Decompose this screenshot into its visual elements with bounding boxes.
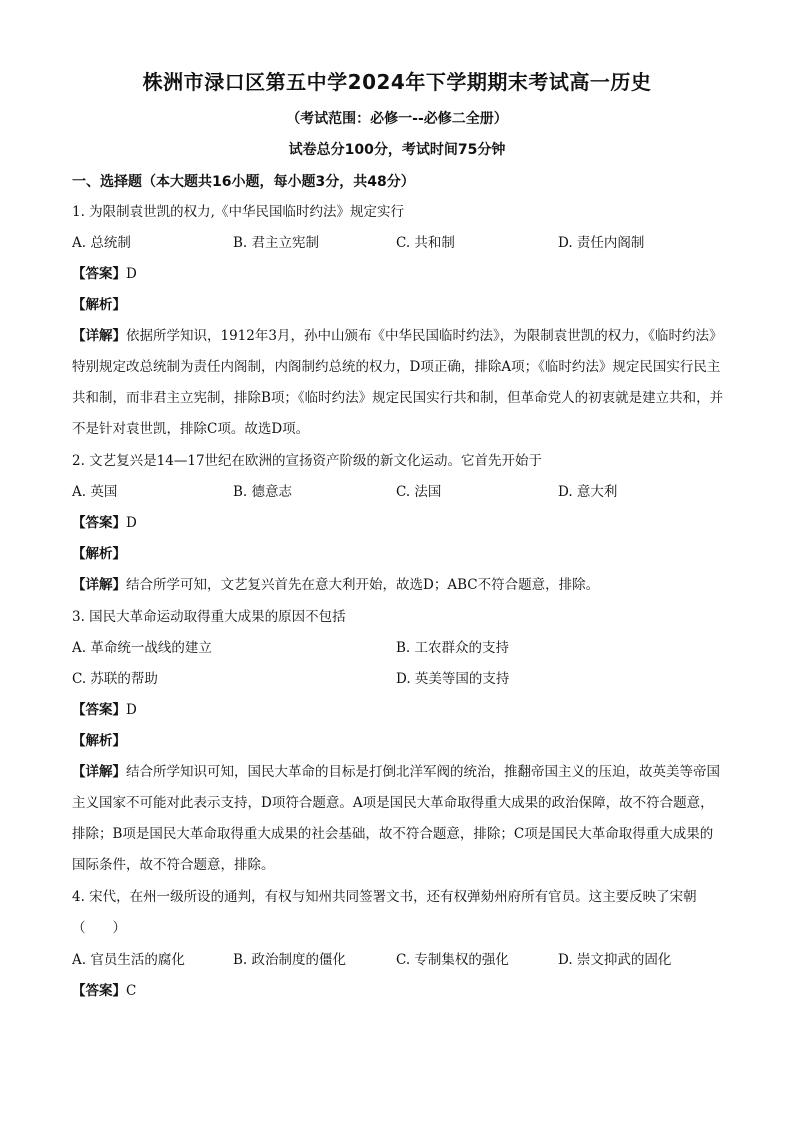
q4-option-b: B. 政治制度的僵化 [233, 952, 347, 968]
exam-title: 株洲市渌口区第五中学2024年下学期期末考试高一历史 [142, 70, 652, 94]
answer-label: 【答案】 [72, 983, 126, 999]
q3-analysis-label: 【解析】 [72, 733, 126, 749]
q4-option-c: C. 专制集权的强化 [396, 952, 509, 968]
q1-option-c: C. 共和制 [396, 235, 455, 251]
q3-detail [72, 757, 724, 881]
q2-option-d: D. 意大利 [558, 484, 618, 500]
q2-option-a: A. 英国 [72, 484, 118, 500]
detail-label: 【详解】 [72, 764, 126, 780]
question-4-stem: 4. 宋代，在州一级所设的通判，有权与知州共同签署文书，还有权弹劾州府所有官员。这主要反映了宋朝（ ） [72, 889, 697, 936]
q2-analysis-label: 【解析】 [72, 546, 126, 562]
q2-option-c: C. 法国 [396, 484, 442, 500]
question-3-stem: 3. 国民大革命运动取得重大成果的原因不包括 [72, 609, 346, 625]
q1-option-a: A. 总统制 [72, 235, 131, 251]
q1-analysis-label: 【解析】 [72, 297, 126, 313]
q1-answer-value: D [126, 266, 137, 282]
q1-option-d: D. 责任内阁制 [558, 235, 645, 251]
q3-answer [72, 700, 137, 720]
q2-answer-value: D [126, 515, 137, 531]
exam-info: 试卷总分100分，考试时间75分钟 [288, 142, 506, 158]
q1-detail-text: 依据所学知识，1912年3月，孙中山颁布《中华民国临时约法》，为限制袁世凯的权力，《临时约法》特别规定改总统制为责任内阁制，内阁制约总统的权力，D项正确，排除A项；《临时约法》规定民国实行民主共和制，而非君主立宪制，排除B项；《临时约法》规定民国实行共和制，但革命党人的初衷就是建立共和，并不是针对袁世凯，排除C项。故选D项。 [72, 328, 724, 437]
detail-label: 【详解】 [72, 577, 126, 593]
q1-detail [72, 321, 724, 445]
answer-label: 【答案】 [72, 266, 126, 282]
q2-detail-text: 结合所学可知，文艺复兴首先在意大利开始，故选D；ABC不符合题意，排除。 [126, 577, 600, 593]
q4-answer [72, 981, 136, 1001]
section-heading: 一、选择题（本大题共16小题，每小题3分，共48分） [72, 174, 415, 190]
q4-option-a: A. 官员生活的腐化 [72, 952, 185, 968]
question-2-stem: 2. 文艺复兴是14—17世纪在欧洲的宣扬资产阶级的新文化运动。它首先开始于 [72, 453, 543, 469]
q2-option-b: B. 德意志 [233, 484, 293, 500]
q3-option-b: B. 工农群众的支持 [396, 640, 510, 656]
detail-label: 【详解】 [72, 328, 126, 344]
q4-option-d: D. 崇文抑武的固化 [558, 952, 672, 968]
q3-option-d: D. 英美等国的支持 [396, 671, 510, 687]
q4-answer-value: C [126, 983, 137, 999]
q1-option-b: B. 君主立宪制 [233, 235, 320, 251]
answer-label: 【答案】 [72, 515, 126, 531]
q3-option-c: C. 苏联的帮助 [72, 671, 158, 687]
answer-label: 【答案】 [72, 702, 126, 718]
q2-detail [72, 575, 599, 595]
q3-answer-value: D [126, 702, 137, 718]
q1-answer [72, 264, 137, 284]
q3-detail-text: 结合所学知识可知，国民大革命的目标是打倒北洋军阀的统治，推翻帝国主义的压迫，故英美等帝国主义国家不可能对此表示支持，D项符合题意。A项是国民大革命取得重大成果的政治保障，故不符合题意，排除；B项是国民大革命取得重大成果的社会基础，故不符合题意，排除；C项是国民大革命取得重大成果的国际条件，故不符合题意，排除。 [72, 764, 720, 873]
q2-answer [72, 513, 137, 533]
question-1-stem: 1. 为限制袁世凯的权力,《中华民国临时约法》规定实行 [72, 204, 404, 220]
exam-scope: （考试范围：必修一--必修二全册） [286, 111, 508, 127]
q3-option-a: A. 革命统一战线的建立 [72, 640, 212, 656]
